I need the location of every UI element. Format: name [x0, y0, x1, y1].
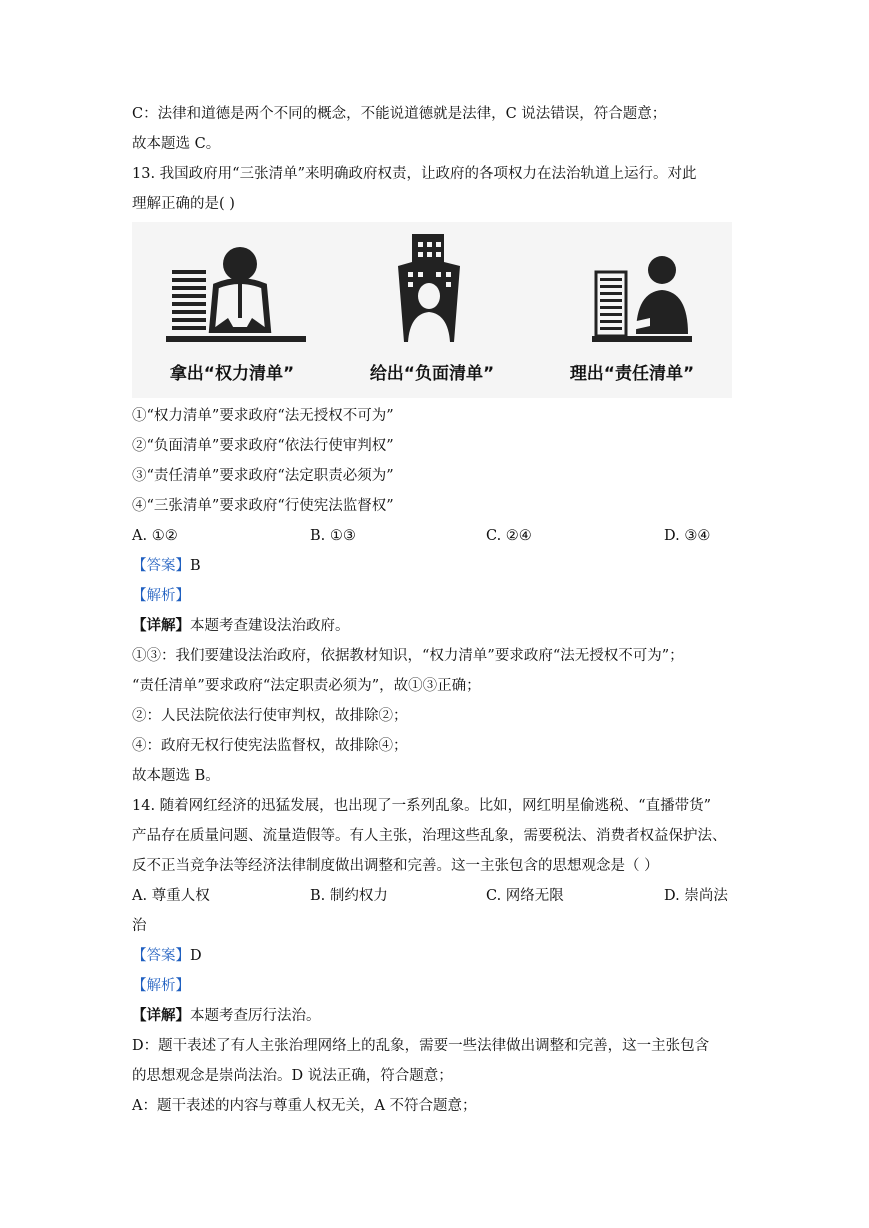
- question-13-stem: 理解正确的是( ): [132, 196, 235, 212]
- option-a: A. 尊重人权: [132, 888, 210, 904]
- option-d: D. 崇尚法: [664, 888, 728, 904]
- explanation-line: D：题干表述了有人主张治理网络上的乱象，需要一些法律做出调整和完善，这一主张包含: [132, 1038, 710, 1054]
- detail-label: 【详解】: [132, 617, 190, 634]
- explanation-line: ④：政府无权行使宪法监督权，故排除④；: [132, 738, 408, 754]
- figure-caption-negative-list: 给出“负面清单”: [369, 364, 495, 384]
- explanation-line: 故本题选 B。: [132, 768, 220, 784]
- answer-value: B: [190, 558, 201, 574]
- explanation-line: 的思想观念是崇尚法治。D 说法正确，符合题意；: [132, 1068, 453, 1084]
- responsibility-list-panel: [532, 222, 732, 398]
- explanation-line: ②：人民法院依法行使审判权，故排除②；: [132, 708, 408, 724]
- option-a: A. ①②: [132, 528, 178, 544]
- question-14-stem: 反不正当竞争法等经济法律制度做出调整和完善。这一主张包含的思想观念是（ ）: [132, 858, 659, 874]
- answer-label: 【答案】: [132, 558, 190, 574]
- detail-line: [132, 616, 745, 636]
- option-c: C. ②④: [486, 528, 532, 544]
- explanation-line: A：题干表述的内容与尊重人权无关，A 不符合题意；: [132, 1098, 477, 1114]
- analysis-label: 【解析】: [132, 978, 190, 994]
- explanation-line: ①③：我们要建设法治政府，依据教材知识，“权力清单”要求政府“法无授权不可为”；: [132, 648, 684, 664]
- analysis-label: 【解析】: [132, 588, 190, 604]
- answer-line: [132, 556, 745, 576]
- explanation-line: “责任清单”要求政府“法定职责必须为”，故①③正确；: [132, 678, 481, 694]
- three-lists-figure: [132, 222, 732, 398]
- statement-2: ②“负面清单”要求政府“依法行使审判权”: [132, 438, 394, 454]
- answer-line: [132, 946, 745, 966]
- answer-value: D: [190, 948, 202, 964]
- detail-label: 【详解】: [132, 1007, 190, 1024]
- question-14-stem: 产品存在质量问题、流量造假等。有人主张，治理这些乱象，需要税法、消费者权益保护法、: [132, 828, 727, 844]
- negative-list-panel: [332, 222, 532, 398]
- question-13-stem: 13. 我国政府用“三张清单”来明确政府权责，让政府的各项权力在法治轨道上运行。对此: [132, 166, 697, 182]
- figure-caption-power-list: 拿出“权力清单”: [169, 364, 295, 384]
- statement-4: ④“三张清单”要求政府“行使宪法监督权”: [132, 498, 394, 514]
- power-list-panel: [132, 222, 332, 398]
- detail-text: 本题考查建设法治政府。: [190, 618, 350, 634]
- text-line: C：法律和道德是两个不同的概念，不能说道德就是法律，C 说法错误，符合题意；: [132, 106, 667, 122]
- option-b: B. 制约权力: [310, 888, 388, 904]
- option-d: D. ③④: [664, 528, 711, 544]
- detail-line: [132, 1006, 745, 1026]
- option-c: C. 网络无限: [486, 888, 564, 904]
- figure-caption-responsibility-list: 理出“责任清单”: [569, 364, 695, 384]
- statement-1: ①“权力清单”要求政府“法无授权不可为”: [132, 408, 394, 424]
- text-line: 故本题选 C。: [132, 136, 221, 152]
- option-b: B. ①③: [310, 528, 356, 544]
- question-14-stem: 14. 随着网红经济的迅猛发展，也出现了一系列乱象。比如，网红明星偷逃税、“直播带货”: [132, 798, 711, 814]
- detail-text: 本题考查厉行法治。: [190, 1008, 321, 1024]
- statement-3: ③“责任清单”要求政府“法定职责必须为”: [132, 468, 394, 484]
- option-d-wrap: 治: [132, 918, 147, 934]
- answer-label: 【答案】: [132, 948, 190, 964]
